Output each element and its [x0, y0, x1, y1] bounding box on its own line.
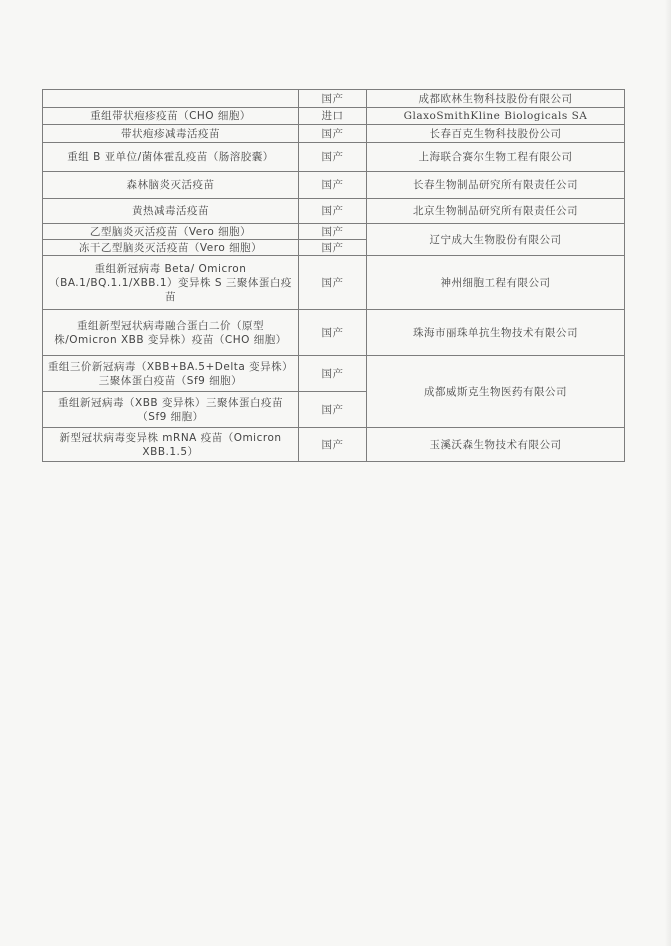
vaccine-name-cell: 重组三价新冠病毒（XBB+BA.5+Delta 变异株）三聚体蛋白疫苗（Sf9 细胞）: [43, 356, 299, 392]
vaccine-name-cell: 重组新冠病毒 Beta/ Omicron （BA.1/BQ.1.1/XBB.1）变异株 S 三聚体蛋白疫苗: [43, 256, 299, 310]
table-row: [43, 428, 625, 462]
company-cell: 长春生物制品研究所有限责任公司: [367, 172, 625, 199]
vaccine-name-cell: [43, 90, 299, 108]
origin-cell: 国产: [299, 240, 367, 256]
vaccine-name-cell: 新型冠状病毒变异株 mRNA 疫苗（Omicron XBB.1.5）: [43, 428, 299, 462]
company-cell: 珠海市丽珠单抗生物技术有限公司: [367, 310, 625, 356]
vaccine-name-cell: 重组带状疱疹疫苗（CHO 细胞）: [43, 108, 299, 125]
vaccine-name-cell: 带状疱疹减毒活疫苗: [43, 125, 299, 143]
company-cell: 辽宁成大生物股份有限公司: [367, 224, 625, 256]
vaccine-name-cell: 重组新冠病毒（XBB 变异株）三聚体蛋白疫苗（Sf9 细胞）: [43, 392, 299, 428]
vaccine-name-cell: 重组新型冠状病毒融合蛋白二价（原型株/Omicron XBB 变异株）疫苗（CHO 细胞）: [43, 310, 299, 356]
vaccine-name-cell: 乙型脑炎灭活疫苗（Vero 细胞）: [43, 224, 299, 240]
vaccine-table: [42, 89, 625, 462]
table-row: [43, 199, 625, 224]
origin-cell: 国产: [299, 310, 367, 356]
company-cell: 成都欧林生物科技股份有限公司: [367, 90, 625, 108]
table-row: [43, 143, 625, 172]
origin-cell: 国产: [299, 428, 367, 462]
table-row: [43, 108, 625, 125]
table-row: [43, 256, 625, 310]
table-row: [43, 90, 625, 108]
origin-cell: 国产: [299, 199, 367, 224]
origin-cell: 进口: [299, 108, 367, 125]
origin-cell: 国产: [299, 90, 367, 108]
origin-cell: 国产: [299, 143, 367, 172]
company-cell: 玉溪沃森生物技术有限公司: [367, 428, 625, 462]
company-cell: 神州细胞工程有限公司: [367, 256, 625, 310]
table-row: [43, 224, 625, 240]
company-cell: 长春百克生物科技股份公司: [367, 125, 625, 143]
vaccine-name-cell: 森林脑炎灭活疫苗: [43, 172, 299, 199]
origin-cell: 国产: [299, 256, 367, 310]
scan-edge: [665, 0, 671, 946]
company-cell: 北京生物制品研究所有限责任公司: [367, 199, 625, 224]
origin-cell: 国产: [299, 224, 367, 240]
company-cell: 上海联合赛尔生物工程有限公司: [367, 143, 625, 172]
origin-cell: 国产: [299, 172, 367, 199]
vaccine-name-cell: 重组 B 亚单位/菌体霍乱疫苗（肠溶胶囊）: [43, 143, 299, 172]
table-row: [43, 310, 625, 356]
company-cell: 成都威斯克生物医药有限公司: [367, 356, 625, 428]
table-row: [43, 125, 625, 143]
origin-cell: 国产: [299, 125, 367, 143]
company-cell: GlaxoSmithKline Biologicals SA: [367, 108, 625, 125]
vaccine-name-cell: 黄热减毒活疫苗: [43, 199, 299, 224]
vaccine-name-cell: 冻干乙型脑炎灭活疫苗（Vero 细胞）: [43, 240, 299, 256]
table-row: [43, 356, 625, 392]
origin-cell: 国产: [299, 392, 367, 428]
table-row: [43, 172, 625, 199]
origin-cell: 国产: [299, 356, 367, 392]
